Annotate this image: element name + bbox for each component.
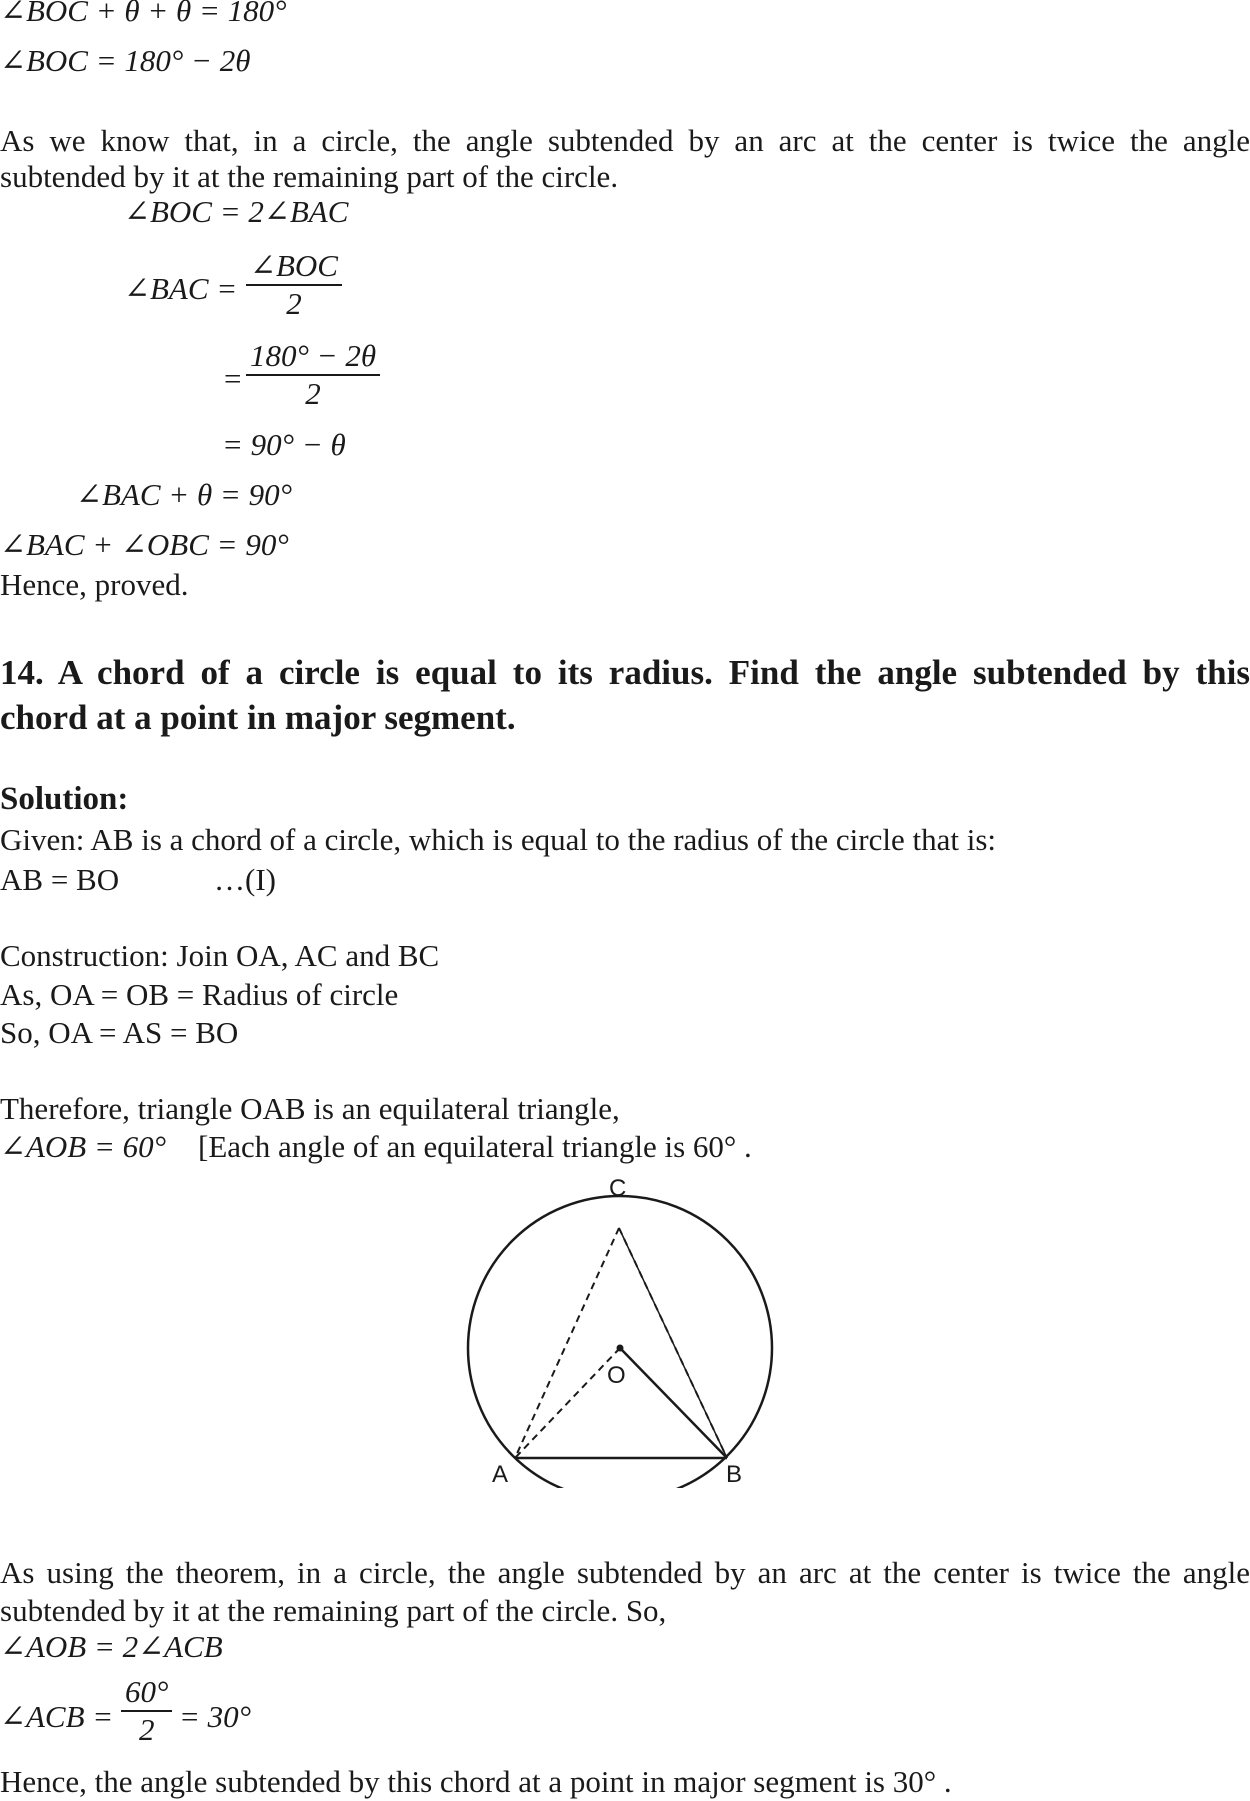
equation-90-minus-theta: = 90° − θ: [222, 427, 346, 462]
paragraph-arc-theorem-line1: As we know that, in a circle, the angle subtended by an arc at the center is twice the angle: [0, 123, 1250, 158]
construction-statement: Construction: Join OA, AC and BC: [0, 938, 440, 973]
theorem-line2: subtended by it at the remaining part of the circle. So,: [0, 1593, 667, 1628]
label-a: A: [492, 1461, 509, 1488]
fraction-numerator: 180° − 2θ: [250, 338, 377, 373]
equation-equals-sign: =: [222, 361, 243, 396]
conclusion-proved: Hence, proved.: [0, 567, 189, 602]
center-point: [617, 1345, 624, 1352]
equation-acb-lhs: ∠ACB =: [0, 1699, 114, 1734]
equation-bac-lhs: ∠BAC =: [124, 271, 238, 306]
segment-cb-solid: [619, 1228, 727, 1458]
segment-oa: [515, 1348, 620, 1458]
equal-sides-statement: So, OA = AS = BO: [0, 1015, 239, 1050]
label-o: O: [607, 1362, 626, 1389]
fraction-60-over-2: [121, 1674, 172, 1748]
fraction-numerator: ∠BOC: [250, 248, 338, 283]
equation-acb-rhs: = 30°: [179, 1699, 252, 1734]
given-statement: Given: AB is a chord of a circle, which is equal to the radius of the circle that is:: [0, 822, 997, 857]
fraction-denominator: 2: [138, 1712, 155, 1747]
equation-boc-sum: ∠BOC + θ + θ = 180°: [0, 0, 287, 28]
question-heading-line1: 14. A chord of a circle is equal to its radius. Find the angle subtended by this: [0, 653, 1250, 692]
equilateral-statement: Therefore, triangle OAB is an equilateral triangle,: [0, 1091, 620, 1126]
fraction-numerator: 60°: [125, 1674, 169, 1709]
circle-outline: [468, 1196, 772, 1488]
segment-ob: [620, 1348, 727, 1458]
equation-reference: …(I): [214, 862, 276, 897]
equation-bac-plus-theta: ∠BAC + θ = 90°: [76, 477, 292, 512]
equation-aob-twice-acb: ∠AOB = 2∠ACB: [0, 1629, 223, 1664]
radius-statement: As, OA = OB = Radius of circle: [0, 977, 399, 1012]
final-answer: Hence, the angle subtended by this chord at a point in major segment is 30° .: [0, 1764, 952, 1799]
fraction-boc-over-2: [246, 248, 342, 322]
fraction-180-minus-2theta-over-2: [246, 338, 380, 412]
equation-ab-bo: AB = BO: [0, 862, 120, 897]
label-b: B: [726, 1461, 743, 1488]
equation-aob-60: ∠AOB = 60°: [0, 1129, 167, 1164]
solution-label: Solution:: [0, 781, 129, 817]
equation-bac-plus-obc: ∠BAC + ∠OBC = 90°: [0, 527, 289, 562]
label-c: C: [609, 1175, 627, 1202]
fraction-denominator: 2: [286, 286, 302, 321]
question-heading-line2: chord at a point in major segment.: [0, 698, 516, 737]
theorem-line1: As using the theorem, in a circle, the angle subtended by an arc at the center is twice the angle: [0, 1555, 1250, 1590]
fraction-denominator: 2: [305, 376, 321, 411]
equation-boc-value: ∠BOC = 180° − 2θ: [0, 43, 251, 78]
circle-chord-figure: [455, 1168, 795, 1488]
equilateral-reason: [Each angle of an equilateral triangle is 60° .: [198, 1129, 752, 1164]
equation-boc-twice-bac: ∠BOC = 2∠BAC: [124, 194, 349, 229]
paragraph-arc-theorem-line2: subtended by it at the remaining part of the circle.: [0, 159, 619, 194]
segment-ca: [515, 1228, 619, 1458]
